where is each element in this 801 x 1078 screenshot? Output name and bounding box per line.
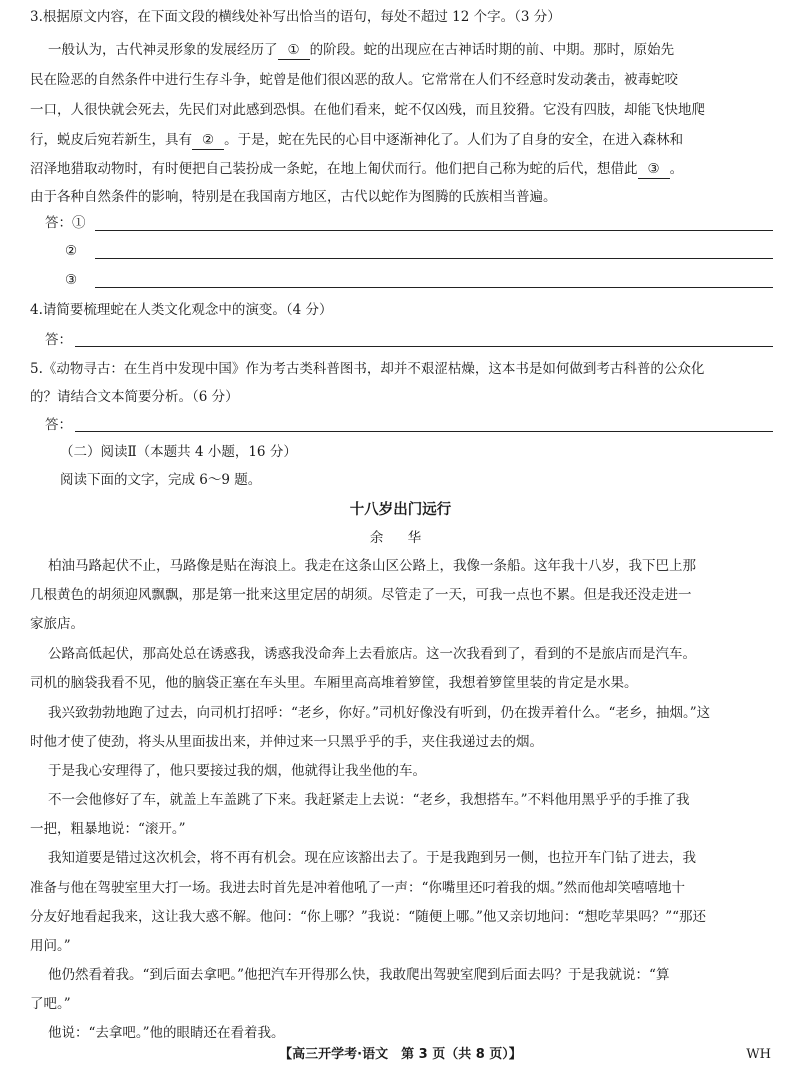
section-heading: （二）阅读Ⅱ（本题共 4 小题，16 分） xyxy=(60,444,297,460)
passage-text: 一般认为，古代神灵形象的发展经历了 xyxy=(48,42,278,58)
answer-line-q5[interactable] xyxy=(75,431,773,432)
story-line: 准备与他在驾驶室里大打一场。我进去时首先是冲着他吼了一声：“你嘴里还叼着我的烟。”然而他却笑嘻嘻地十 xyxy=(30,880,686,896)
passage-line xyxy=(30,160,774,179)
passage-text: 的阶段。蛇的出现应在古神话时期的前、中期。那时，原始先 xyxy=(309,42,675,58)
story-author: 余 华 xyxy=(369,530,432,546)
passage-text: 。于是，蛇在先民的心目中逐渐神化了。人们为了自身的安全，在进入森林和 xyxy=(224,132,684,148)
passage-text: 。 xyxy=(669,161,684,177)
story-line: 司机的脑袋我看不见，他的脑袋正塞在车头里。车厢里高高堆着箩筐，我想着箩筐里装的肯定是水果。 xyxy=(30,675,638,691)
passage-text: 沼泽地猎取动物时，有时便把自己装扮成一条蛇，在地上匍伏而行。他们把自己称为蛇的后代，想借此 xyxy=(30,161,638,177)
story-line: 他仍然看着我。“到后面去拿吧。”他把汽车开得那么快，我敢爬出驾驶室爬到后面去吗？于是我就说：“算 xyxy=(48,967,670,983)
question-5-stem-cont: 的？请结合文本简要分析。（6 分） xyxy=(30,389,239,405)
story-line: 柏油马路起伏不止，马路像是贴在海浪上。我走在这条山区公路上，我像一条船。这年我十八岁，我下巴上那 xyxy=(48,558,696,574)
answer-line-3[interactable] xyxy=(95,287,773,288)
question-3-stem: 3.根据原文内容，在下面文段的横线处补写出恰当的语句，每处不超过 12 个字。（3 分） xyxy=(30,9,561,25)
passage-line: 一口，人很快就会死去，先民们对此感到恐惧。在他们看来，蛇不仅凶残，而且狡猾。它没有四肢，却能飞快地爬 xyxy=(30,102,705,118)
blank-2: ② xyxy=(192,131,224,150)
story-line: 我知道要是错过这次机会，将不再有机会。现在应该豁出去了。于是我跑到另一侧，也拉开车门钻了进去，我 xyxy=(48,850,696,866)
answer-label-q3-3: ③ xyxy=(65,272,78,288)
answer-line-2[interactable] xyxy=(95,258,773,259)
story-line: 家旅店。 xyxy=(30,616,84,632)
passage-text: 行，蜕皮后宛若新生，具有 xyxy=(30,132,192,148)
answer-label-q3-2: ② xyxy=(65,243,78,259)
footer-code: WH xyxy=(746,1047,771,1062)
passage-line xyxy=(30,131,774,150)
story-line: 于是我心安理得了，他只要接过我的烟，他就得让我坐他的车。 xyxy=(48,763,426,779)
story-line: 几根黄色的胡须迎风飘飘，那是第一批来这里定居的胡须。尽管走了一天，可我一点也不累。但是我还没走进一 xyxy=(30,587,692,603)
answer-label-q5: 答： xyxy=(45,417,72,433)
story-line: 分友好地看起我来，这让我大惑不解。他问：“你上哪？”我说：“随便上哪。”他又亲切地问：“想吃苹果吗？”“那还 xyxy=(30,909,707,925)
story-line: 公路高低起伏，那高处总在诱惑我，诱惑我没命奔上去看旅店。这一次我看到了，看到的不是旅店而是汽车。 xyxy=(48,646,696,662)
passage-line: 由于各种自然条件的影响，特别是在我国南方地区，古代以蛇作为图腾的氏族相当普遍。 xyxy=(30,189,557,205)
page-footer: 【高三开学考·语文 第 3 页（共 8 页）】 xyxy=(279,1047,522,1062)
passage-line: 民在险恶的自然条件中进行生存斗争，蛇曾是他们很凶恶的敌人。它常常在人们不经意时发动袭击，被毒蛇咬 xyxy=(30,72,678,88)
story-title: 十八岁出门远行 xyxy=(349,502,452,518)
story-line: 一把，粗暴地说：“滚开。” xyxy=(30,821,186,837)
story-line: 不一会他修好了车，就盖上车盖跳了下来。我赶紧走上去说：“老乡，我想搭车。”不料他用黑乎乎的手推了我 xyxy=(48,792,690,808)
answer-label-q3: 答：① xyxy=(45,215,86,231)
story-line: 我兴致勃勃地跑了过去，向司机打招呼：“老乡，你好。”司机好像没有听到，仍在拨弄着什么。“老乡，抽烟。”这 xyxy=(48,705,711,721)
blank-1: ① xyxy=(278,41,310,60)
answer-label-q4: 答： xyxy=(45,332,72,348)
blank-3: ③ xyxy=(638,160,670,179)
answer-line-q4[interactable] xyxy=(75,346,773,347)
section-instruction: 阅读下面的文字，完成 6～9 题。 xyxy=(60,472,262,488)
story-line: 他说：“去拿吧。”他的眼睛还在看着我。 xyxy=(48,1025,285,1041)
story-line: 时他才使了使劲，将头从里面拔出来，并伸过来一只黑乎乎的手，夹住我递过去的烟。 xyxy=(30,734,543,750)
answer-line-1[interactable] xyxy=(95,230,773,231)
question-4-stem: 4.请简要梳理蛇在人类文化观念中的演变。（4 分） xyxy=(30,302,333,318)
story-line: 了吧。” xyxy=(30,996,71,1012)
story-line: 用问。” xyxy=(30,938,71,954)
passage-line xyxy=(48,41,774,60)
question-5-stem: 5.《动物寻古：在生肖中发现中国》作为考古类科普图书，却并不艰涩枯燥，这本书是如何做到考古科普的公众化 xyxy=(30,361,705,377)
